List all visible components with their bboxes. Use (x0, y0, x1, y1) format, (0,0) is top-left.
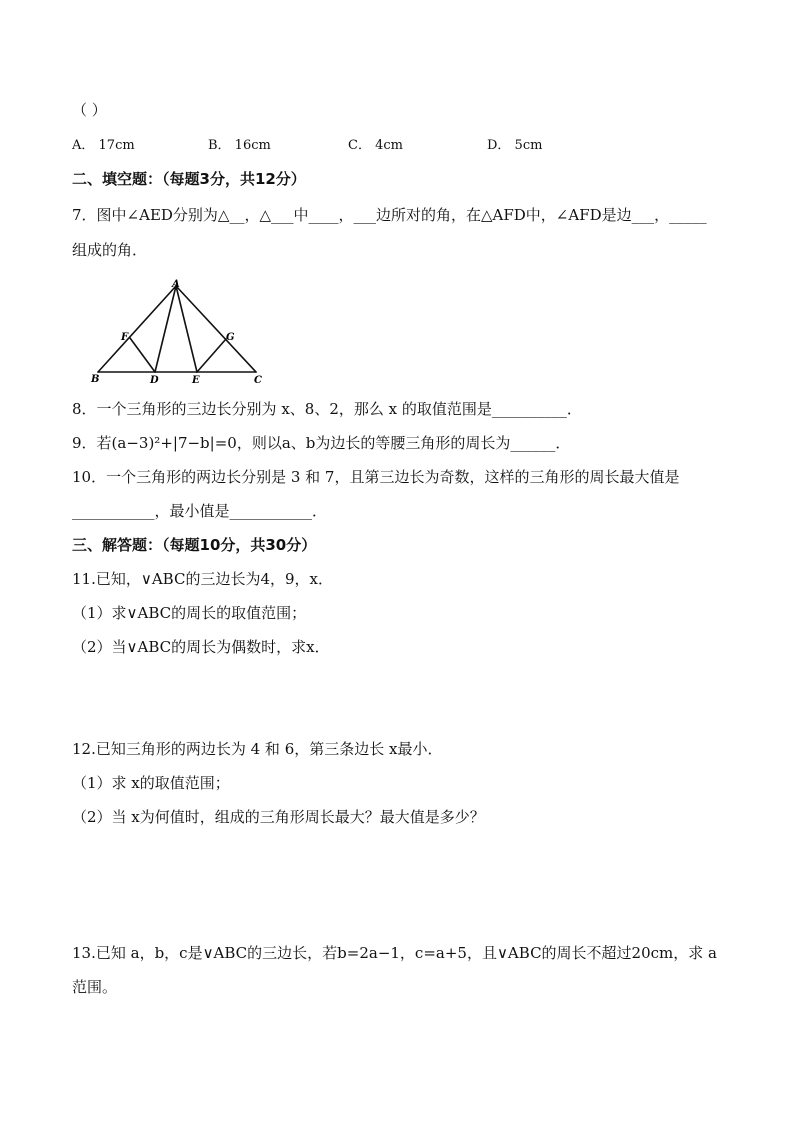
segment-AC (176, 286, 256, 372)
question-7-line-1: 7．图中∠AED分别为△__，△___中____，___边所对的角，在△AFD中，∠AFD是边___，_____ (72, 206, 707, 224)
question-12-part-1: （1）求 x的取值范围； (72, 774, 230, 792)
triangle-figure (88, 278, 268, 386)
label-D: D (150, 375, 159, 386)
label-C: C (254, 375, 262, 386)
label-F: F (121, 332, 129, 343)
option-d: D． 5cm (487, 138, 543, 153)
option-c: C． 4cm (348, 138, 403, 153)
option-b: B． 16cm (208, 138, 271, 153)
label-A: A (172, 279, 180, 290)
question-11-part-2: （2）当∨ABC的周长为偶数时，求x． (72, 638, 330, 656)
question-11-stem: 11.已知，∨ABC的三边长为4，9，x． (72, 570, 333, 588)
label-B: B (91, 374, 100, 385)
segment-AE (176, 286, 197, 372)
section-2-title: 二、填空题：（每题3分，共12分） (72, 170, 306, 188)
segment-GE (197, 339, 226, 372)
label-G: G (226, 332, 235, 343)
section-3-title: 三、解答题：（每题10分，共30分） (72, 536, 317, 554)
label-E: E (192, 375, 200, 386)
question-10-line-1: 10．一个三角形的两边长分别是 3 和 7，且第三边长为奇数，这样的三角形的周长最大值是 (72, 468, 680, 486)
question-13-line-2: 范围。 (72, 978, 118, 996)
question-12-part-2: （2）当 x为何值时，组成的三角形周长最大？最大值是多少？ (72, 808, 485, 826)
answer-parentheses: （ ） (72, 101, 107, 119)
question-9: 9．若(a−3)²+|7−b|=0，则以a、b为边长的等腰三角形的周长为______． (72, 434, 571, 452)
segment-AB (98, 286, 176, 372)
segment-AD (155, 286, 176, 372)
question-7-line-2: 组成的角． (72, 241, 148, 259)
option-a: A． 17cm (72, 138, 135, 153)
segment-FD (130, 338, 155, 372)
question-13-line-1: 13.已知 a，b，c是∨ABC的三边长，若b=2a−1，c=a+5，且∨ABC的周长不超过20cm，求 a (72, 944, 717, 962)
question-12-stem: 12.已知三角形的两边长为 4 和 6，第三条边长 x最小． (72, 740, 443, 758)
question-10-line-2: ___________，最小值是___________． (72, 502, 328, 520)
question-11-part-1: （1）求∨ABC的周长的取值范围； (72, 604, 307, 622)
question-8: 8．一个三角形的三边长分别为 x、8、2，那么 x 的取值范围是__________． (72, 400, 582, 418)
